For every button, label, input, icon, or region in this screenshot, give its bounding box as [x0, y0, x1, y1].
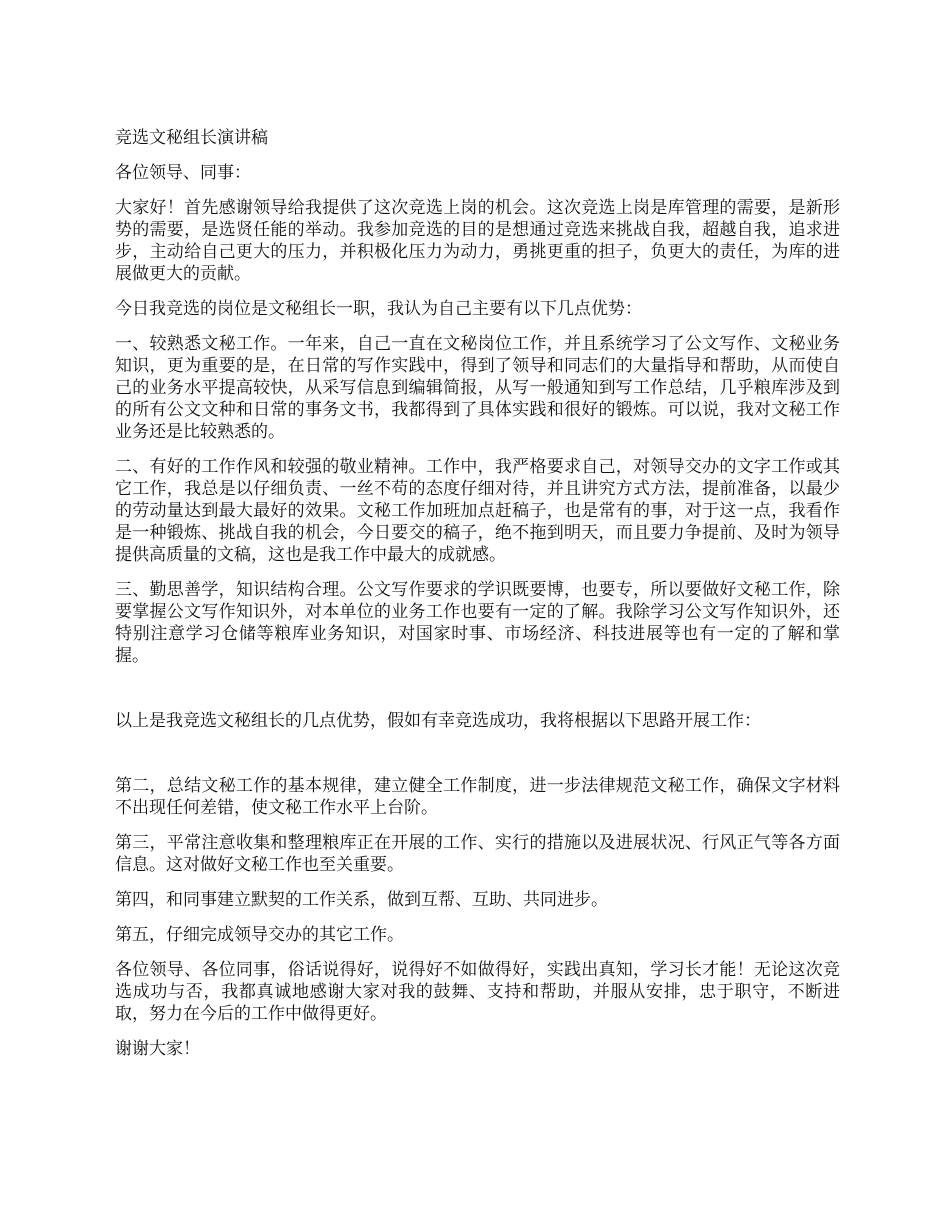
plan-item: 第五，仔细完成领导交办的其它工作。: [115, 925, 404, 945]
blank-space: [115, 680, 840, 710]
paragraph-closing: 各位领导、各位同事，俗话说得好，说得好不如做得好，实践出真知，学习长才能！无论这次竞选成功与否，我都真诚地感谢大家对我的鼓舞、支持和帮助，并服从安排，忠于职守，不断进取，努力在今后的工作中做得更好。: [115, 960, 840, 1024]
paragraph-transition: 以上是我竞选文秘组长的几点优势，假如有幸竞选成功，我将根据以下思路开展工作：: [115, 711, 761, 731]
paragraph-strengths-intro: 今日我竞选的岗位是文秘组长一职，我认为自己主要有以下几点优势：: [115, 299, 642, 319]
document-page: [115, 127, 840, 1073]
document-title: 竞选文秘组长演讲稿: [115, 128, 268, 148]
blank-space: [115, 745, 840, 775]
plan-item: 第三，平常注意收集和整理粮库正在开展的工作、实行的措施以及进展状况、行风正气等各方面信息。这对做好文秘工作也至关重要。: [115, 833, 840, 875]
paragraph-strength-2: 二、有好的工作作风和较强的敬业精神。工作中，我严格要求自己，对领导交办的文字工作或其它工作，我总是以仔细负责、一丝不苟的态度仔细对待，并且讲究方式方法，提前准备，以最少的劳动量达到最大最好的效果。文秘工作加班加点赶稿子，也是常有的事，对于这一点，我看作是一种锻炼、挑战自我的机会，今日要交的稿子，绝不拖到明天，而且要力争提前、及时为领导提供高质量的文稿，这也是我工作中最大的成就感。: [115, 457, 840, 565]
plan-item: 第二，总结文秘工作的基本规律，建立健全工作制度，进一步法律规范文秘工作，确保文字材料不出现任何差错，使文秘工作水平上台阶。: [115, 776, 840, 818]
salutation: 各位领导、同事：: [115, 163, 251, 183]
paragraph-strength-3: 三、勤思善学，知识结构合理。公文写作要求的学识既要博，也要专，所以要做好文秘工作，除要掌握公文写作知识外，对本单位的业务工作也要有一定的了解。我除学习公文写作知识外，还特别注意学习仓储等粮库业务知识，对国家时事、市场经济、科技进展等也有一定的了解和掌握。: [115, 580, 840, 666]
thanks-line: 谢谢大家！: [115, 1039, 200, 1059]
paragraph-strength-1: 一、较熟悉文秘工作。一年来，自己一直在文秘岗位工作，并且系统学习了公文写作、文秘业务知识，更为重要的是，在日常的写作实践中，得到了领导和同志们的大量指导和帮助，从而使自己的业务水平提高较快，从采写信息到编辑简报，从写一般通知到写工作总结，几乎粮库涉及到的所有公文文种和日常的事务文书，我都得到了具体实践和很好的锻炼。可以说，我对文秘工作业务还是比较熟悉的。: [115, 334, 840, 442]
plan-item: 第四，和同事建立默契的工作关系，做到互帮、互助、共同进步。: [115, 890, 608, 910]
paragraph-intro: 大家好！首先感谢领导给我提供了这次竞选上岗的机会。这次竞选上岗是库管理的需要，是新形势的需要，是选贤任能的举动。我参加竞选的目的是想通过竞选来挑战自我，超越自我，追求进步，主动给自己更大的压力，并积极化压力为动力，勇挑更重的担子，负更大的责任，为库的进展做更大的贡献。: [115, 198, 840, 284]
